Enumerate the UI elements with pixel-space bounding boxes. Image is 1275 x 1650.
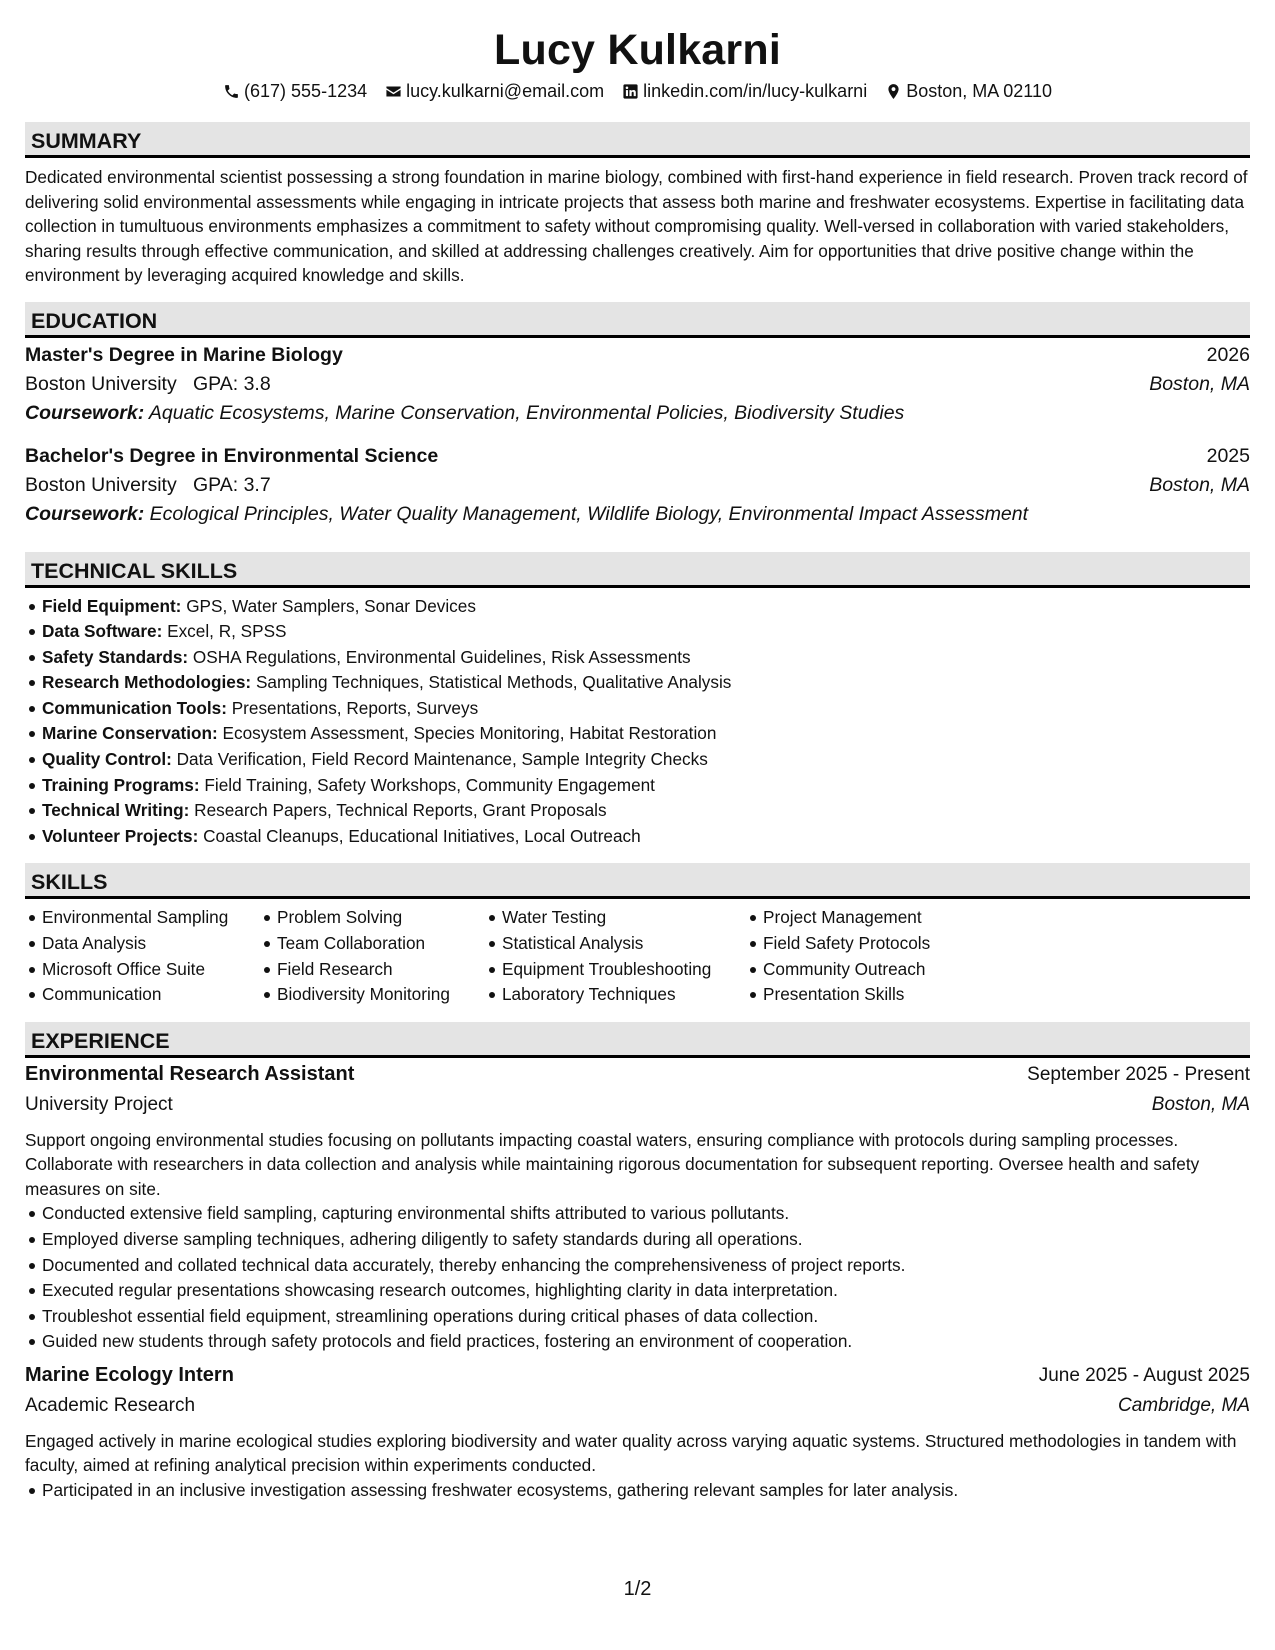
list-item [42,645,1250,671]
school-name: Boston University [25,372,177,395]
linkedin-icon [622,83,639,100]
list-item: Biodiversity Monitoring [277,982,485,1008]
list-item [42,619,1250,645]
education-entry [25,344,1250,431]
list-item: Documented and collated technical data accurately, thereby enhancing the comprehensiveness of project reports. [42,1253,1250,1279]
job-bullets [25,1201,1250,1355]
skill-values: Presentations, Reports, Surveys [231,697,479,718]
job-organization: Academic Research [25,1394,196,1416]
technical-skills-list [25,594,1250,850]
section-header-summary: SUMMARY [25,122,1250,158]
list-item: Conducted extensive field sampling, capturing environmental shifts attributed to various pollutants. [42,1201,1250,1227]
school-location: Boston, MA [1149,473,1250,496]
job-organization: University Project [25,1093,173,1115]
gpa: GPA: 3.7 [193,473,271,496]
skill-values: Research Papers, Technical Reports, Grant Proposals [194,800,607,821]
job-description: Support ongoing environmental studies focusing on pollutants impacting coastal waters, ensuring compliance with protocols during sampling processes. Collaborate with researchers in data collection and analysis while maintaining rigorous documentation for subsequent reporting. Oversee health and safety measures on site. [25,1129,1200,1199]
skills-column [260,905,485,1007]
skill-category: Safety Standards: [42,646,189,667]
skill-values: Excel, R, SPSS [167,621,287,642]
list-item: Microsoft Office Suite [42,957,260,983]
list-item: Equipment Troubleshooting [502,957,746,983]
linkedin-text[interactable]: linkedin.com/in/lucy-kulkarni [643,80,868,101]
coursework-list: Aquatic Ecosystems, Marine Conservation, Environmental Policies, Biodiversity Studies [148,401,905,424]
list-item: Troubleshot essential field equipment, streamlining operations during critical phases of data collection. [42,1304,1250,1330]
skill-values: Ecosystem Assessment, Species Monitoring, Habitat Restoration [222,723,717,744]
job-dates: September 2025 - Present [1027,1063,1250,1085]
phone-text: (617) 555-1234 [244,80,368,101]
coursework [25,402,1250,431]
job-bullets [25,1478,1250,1504]
list-item [42,773,1250,799]
skill-values: Field Training, Safety Workshops, Community Engagement [204,774,655,795]
job-entry [25,1364,1250,1504]
list-item: Community Outreach [763,957,993,983]
list-item [42,696,1250,722]
list-item: Problem Solving [277,905,485,931]
email-text[interactable]: lucy.kulkarni@email.com [406,80,605,101]
skill-values: Data Verification, Field Record Maintenance, Sample Integrity Checks [176,749,708,770]
job-location: Boston, MA [1151,1093,1250,1115]
list-item: Guided new students through safety protocols and field practices, fostering an environment of cooperation. [42,1329,1250,1355]
list-item: Field Safety Protocols [763,931,993,957]
job-location: Cambridge, MA [1118,1394,1250,1416]
skill-values: GPS, Water Samplers, Sonar Devices [186,595,476,616]
skill-values: Sampling Techniques, Statistical Methods, Qualitative Analysis [255,672,732,693]
section-header-education: EDUCATION [25,302,1250,338]
skill-category: Communication Tools: [42,697,227,718]
list-item [42,798,1250,824]
list-item [42,824,1250,850]
skill-category: Research Methodologies: [42,672,252,693]
skill-category: Marine Conservation: [42,723,218,744]
contact-linkedin[interactable] [622,81,867,102]
school-location: Boston, MA [1149,372,1250,395]
candidate-name: Lucy Kulkarni [494,26,781,74]
degree-year: 2026 [1206,343,1250,366]
location-text: Boston, MA 02110 [906,80,1052,101]
degree-year: 2025 [1206,444,1250,467]
school-gpa [25,373,271,396]
list-item [42,670,1250,696]
list-item: Executed regular presentations showcasing research outcomes, highlighting clarity in data interpretation. [42,1278,1250,1304]
coursework-list: Ecological Principles, Water Quality Management, Wildlife Biology, Environmental Impact Assessment [149,502,1029,525]
skill-category: Technical Writing: [42,800,190,821]
list-item [42,721,1250,747]
contact-location [885,81,1052,102]
skill-category: Training Programs: [42,774,200,795]
skill-category: Volunteer Projects: [42,825,199,846]
resume-page [25,0,1250,1503]
list-item [42,747,1250,773]
skill-values: OSHA Regulations, Environmental Guidelines, Risk Assessments [192,646,691,667]
skill-category: Quality Control: [42,749,172,770]
list-item: Employed diverse sampling techniques, adhering diligently to safety standards during all operations. [42,1227,1250,1253]
education-entry [25,445,1250,532]
degree-title: Bachelor's Degree in Environmental Science [25,444,439,467]
skills-column [485,905,746,1007]
skill-category: Data Software: [42,621,163,642]
contact-email[interactable] [385,81,604,102]
list-item: Statistical Analysis [502,931,746,957]
job-entry [25,1063,1250,1355]
school-gpa [25,474,271,497]
map-pin-icon [885,83,902,100]
summary-text: Dedicated environmental scientist possessing a strong foundation in marine biology, combined with first-hand experience in field research. Proven track record of delivering solid environmental assessments while engaging in intricate projects that assess both marine and freshwater ecosystems. Expertise in facilitating data collection in tumultuous environments emphasizes a commitment to safety without compromising quality. Well-versed in collaboration with varied stakeholders, sharing results through effective communication, and skilled at addressing challenges creatively. Aim for opportunities that drive positive change within the environment by leveraging acquired knowledge and skills. [25,167,1248,285]
coursework [25,503,1250,532]
envelope-icon [385,83,402,100]
list-item: Water Testing [502,905,746,931]
school-name: Boston University [25,473,177,496]
list-item: Participated in an inclusive investigation assessing freshwater ecosystems, gathering relevant samples for later analysis. [42,1478,1250,1504]
coursework-label: Coursework: [25,401,145,424]
job-dates: June 2025 - August 2025 [1038,1364,1250,1386]
list-item: Laboratory Techniques [502,982,746,1008]
job-title: Marine Ecology Intern [25,1363,234,1386]
list-item: Team Collaboration [277,931,485,957]
skills-column [746,905,993,1007]
gpa: GPA: 3.8 [193,372,271,395]
job-description: Engaged actively in marine ecological studies exploring biodiversity and water quality across varying aquatic systems. Structured methodologies in tandem with faculty, aimed at refining analytical precision within experiments conducted. [25,1430,1237,1476]
skill-values: Coastal Cleanups, Educational Initiatives, Local Outreach [203,825,641,846]
contact-bar [25,78,1250,104]
section-header-technical-skills: TECHNICAL SKILLS [25,552,1250,588]
list-item: Communication [42,982,260,1008]
skills-grid [25,905,1250,1007]
skills-column [25,905,260,1007]
coursework-label: Coursework: [25,502,145,525]
page-number: 1/2 [623,1578,652,1600]
list-item: Presentation Skills [763,982,993,1008]
section-header-skills: SKILLS [25,863,1250,899]
list-item: Environmental Sampling [42,905,260,931]
job-title: Environmental Research Assistant [25,1062,355,1085]
list-item: Data Analysis [42,931,260,957]
contact-phone [223,81,367,102]
list-item: Field Research [277,957,485,983]
list-item: Project Management [763,905,993,931]
degree-title: Master's Degree in Marine Biology [25,343,343,366]
section-header-experience: EXPERIENCE [25,1022,1250,1058]
list-item [42,594,1250,620]
skill-category: Field Equipment: [42,595,182,616]
phone-icon [223,83,240,100]
